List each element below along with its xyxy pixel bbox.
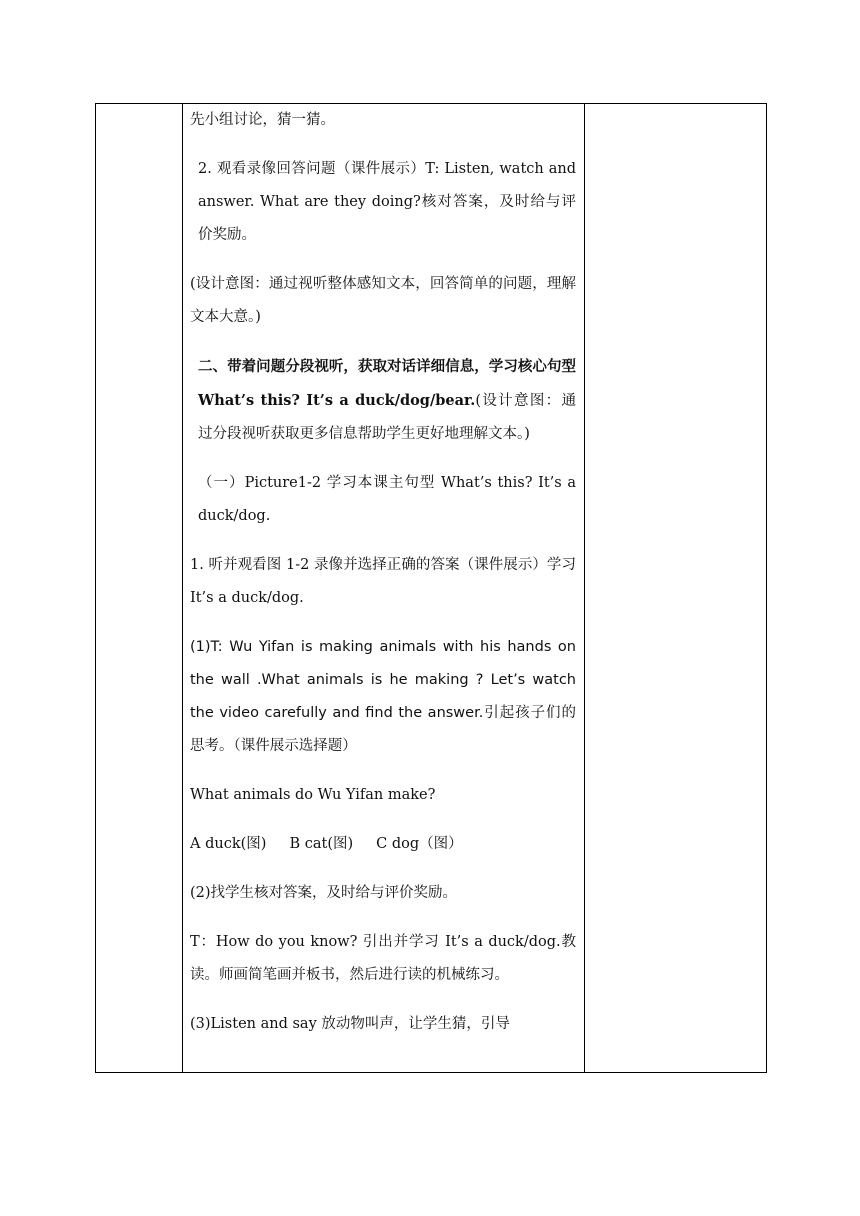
paragraph-4 xyxy=(190,350,576,451)
left-column-cell xyxy=(96,104,183,1073)
table-row xyxy=(96,104,767,1073)
lesson-steps xyxy=(183,104,584,1041)
paragraph-6: 1. 听并观看图 1-2 录像并选择正确的答案（课件展示）学习 It’s a duck/dog. xyxy=(190,557,576,606)
paragraph-1: 先小组讨论，猜一猜。 xyxy=(190,112,335,128)
paragraph-10: (2)找学生核对答案，及时给与评价奖励。 xyxy=(190,885,458,901)
paragraph-12: (3)Listen and say 放动物叫声，让学生猜，引导 xyxy=(190,1016,510,1032)
lesson-plan-table xyxy=(95,103,767,1073)
paragraph-2: 2. 观看录像回答问题（课件展示）T: Listen, watch and answer. What are they doing?核对答案，及时给与评价奖励。 xyxy=(198,161,576,243)
main-content-cell xyxy=(183,104,585,1073)
paragraph-11: T：How do you know? 引出并学习 It’s a duck/dog.教读。师画简笔画并板书，然后进行读的机械练习。 xyxy=(190,934,576,983)
paragraph-5: （一）Picture1-2 学习本课主句型 What’s this? It’s a duck/dog. xyxy=(198,475,576,524)
right-column-cell xyxy=(585,104,767,1073)
section-heading-two: 二、带着问题分段视听，获取对话详细信息，学习核心句型 What’s this? It’s a duck/dog/bear. xyxy=(198,358,576,409)
paragraph-8: What animals do Wu Yifan make? xyxy=(190,787,436,803)
design-intent-note: (设计意图：通过分段视听获取更多信息帮助学生更好地理解文本。) xyxy=(198,393,576,442)
paragraph-3: (设计意图：通过视听整体感知文本，回答简单的问题，理解文本大意。) xyxy=(190,276,576,325)
paragraph-7: (1)T: Wu Yifan is making animals with his hands on the wall .What animals is he making ? Let’s watch the video carefully and find the answer.引起孩子们的思考。（课件展示选择题） xyxy=(190,639,576,754)
paragraph-9: A duck(图) B cat(图) C dog（图） xyxy=(190,836,463,852)
